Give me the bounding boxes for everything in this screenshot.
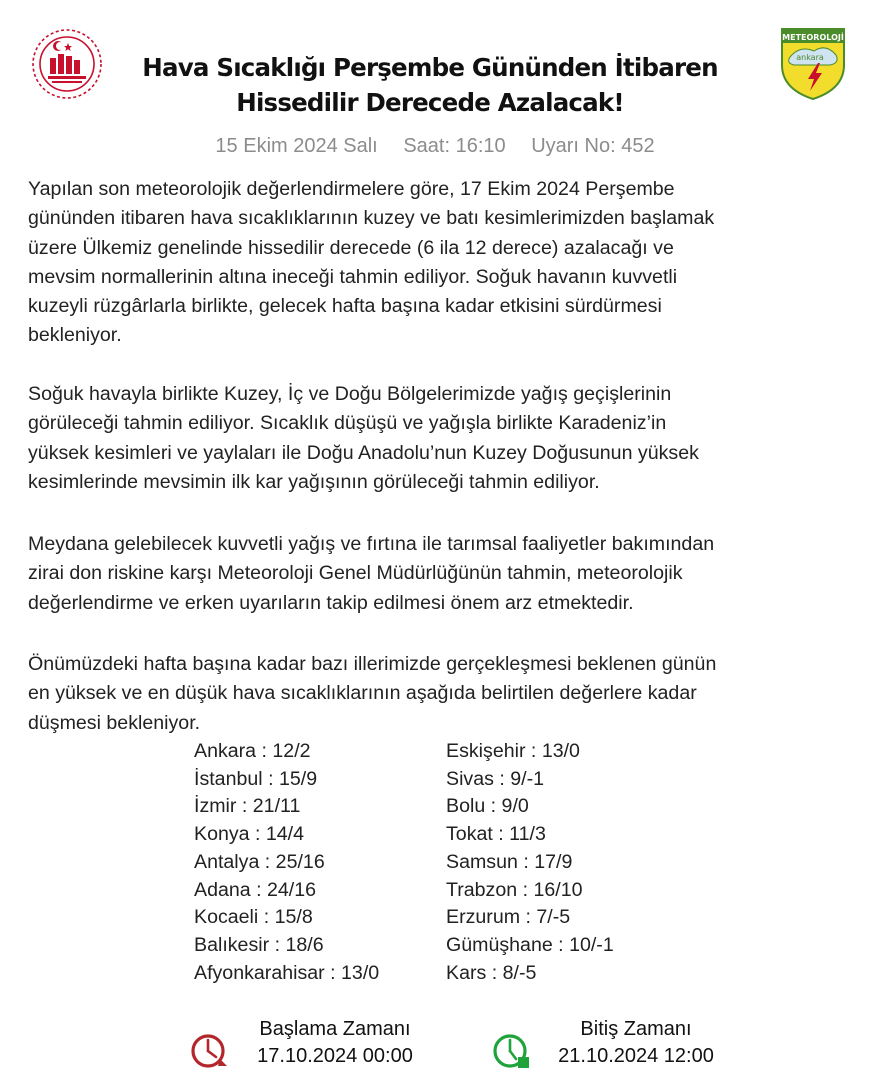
paragraph-1 bbox=[28, 175, 848, 351]
title-line-2: Hissedilir Derecede Azalacak! bbox=[236, 88, 624, 117]
paragraph-line: düşmesi bekleniyor. bbox=[28, 711, 201, 734]
city-temperature: Gümüşhane : 10/-1 bbox=[446, 933, 614, 956]
city-temperature: Bolu : 9/0 bbox=[446, 795, 529, 818]
city-temperature: Ankara : 12/2 bbox=[194, 740, 311, 762]
meteoroloji-shield-icon bbox=[780, 27, 846, 101]
warning-date: 15 Ekim 2024 Salı bbox=[215, 135, 378, 157]
city-temperature: Eskişehir : 13/0 bbox=[446, 740, 580, 762]
paragraph-line: üzere Ülkemiz genelinde hissedilir derecede (6 ila 12 derece) azalacağı ve bbox=[28, 236, 674, 259]
paragraph-line: en yüksek ve en düşük hava sıcaklıklarının aşağıda belirtilen değerlere kadar bbox=[28, 682, 697, 705]
end-time-block bbox=[548, 1016, 724, 1070]
paragraph-line: Önümüzdeki hafta başına kadar bazı illerimizde gerçekleşmesi beklenen günün bbox=[28, 653, 717, 675]
city-temperature: Balıkesir : 18/6 bbox=[194, 933, 324, 956]
city-temperature: Kocaeli : 15/8 bbox=[194, 906, 313, 929]
warning-number: Uyarı No: 452 bbox=[531, 135, 655, 157]
start-time-value: 17.10.2024 00:00 bbox=[257, 1045, 413, 1067]
city-temperature: Tokat : 11/3 bbox=[446, 823, 546, 846]
paragraph-line: zirai don riskine karşı Meteoroloji Genel Müdürlüğünün tahmin, meteorolojik bbox=[28, 562, 683, 585]
paragraph-line: kuzeyli rüzgârlarla birlikte, gelecek hafta başına kadar etkisini sürdürmesi bbox=[28, 295, 662, 318]
paragraph-line: yüksek kesimleri ve yaylaları ile Doğu Anadolu’nun Kuzey Doğusunun yüksek bbox=[28, 441, 699, 464]
warning-time: Saat: 16:10 bbox=[403, 135, 506, 157]
logo-text-mid: ankara bbox=[796, 53, 824, 62]
city-temperature: Erzurum : 7/-5 bbox=[446, 906, 571, 929]
city-temperature: İstanbul : 15/9 bbox=[194, 767, 318, 790]
warning-meta bbox=[0, 135, 870, 158]
paragraph-line: gününden itibaren hava sıcaklıklarının kuzey ve batı kesimlerimizden başlamak bbox=[28, 207, 715, 230]
city-temperature: Adana : 24/16 bbox=[194, 878, 317, 901]
city-temperature: Antalya : 25/16 bbox=[194, 850, 325, 873]
logo-text-top: METEOROLOJİ bbox=[782, 33, 844, 42]
end-time-label: Bitiş Zamanı bbox=[580, 1018, 692, 1040]
start-time-block bbox=[246, 1016, 424, 1070]
paragraph-line: Meydana gelebilecek kuvvetli yağış ve fırtına ile tarımsal faaliyetler bakımından bbox=[28, 533, 715, 555]
paragraph-2 bbox=[28, 380, 848, 497]
paragraph-line: değerlendirme ve erken uyarıların takip edilmesi önem arz etmektedir. bbox=[28, 591, 634, 614]
city-temperature: Afyonkarahisar : 13/0 bbox=[194, 961, 380, 984]
paragraph-line: mevsim normallerinin altına ineceği tahmin ediliyor. Soğuk havanın kuvvetli bbox=[28, 265, 678, 288]
clock-end-icon bbox=[492, 1031, 530, 1069]
clock-start-icon bbox=[190, 1031, 228, 1069]
city-temperature: Konya : 14/4 bbox=[194, 823, 305, 846]
title-line-1: Hava Sıcaklığı Perşembe Gününden İtibaren bbox=[142, 53, 718, 82]
paragraph-line: Soğuk havayla birlikte Kuzey, İç ve Doğu Bölgelerimizde yağış geçişlerinin bbox=[28, 383, 672, 405]
paragraph-4 bbox=[28, 650, 848, 738]
city-temperature: Kars : 8/-5 bbox=[446, 961, 537, 984]
city-temperature: Sivas : 9/-1 bbox=[446, 767, 545, 790]
city-temperature: Trabzon : 16/10 bbox=[446, 878, 583, 901]
end-time-value: 21.10.2024 12:00 bbox=[558, 1045, 714, 1067]
page-title bbox=[130, 50, 730, 120]
ministry-emblem-icon bbox=[28, 26, 106, 102]
paragraph-line: kesimlerinde mevsimin ilk kar yağışının görüleceği tahmin ediliyor. bbox=[28, 470, 600, 493]
city-temperature: İzmir : 21/11 bbox=[194, 795, 301, 818]
paragraph-line: görüleceği tahmin ediliyor. Sıcaklık düşüşü ve yağışla birlikte Karadeniz’in bbox=[28, 412, 667, 435]
start-time-label: Başlama Zamanı bbox=[259, 1018, 411, 1040]
paragraph-line: bekleniyor. bbox=[28, 324, 122, 347]
paragraph-3 bbox=[28, 530, 848, 618]
paragraph-line: Yapılan son meteorolojik değerlendirmelere göre, 17 Ekim 2024 Perşembe bbox=[28, 178, 675, 200]
city-temperature-list-left bbox=[194, 738, 379, 987]
city-temperature-list-right bbox=[446, 738, 614, 987]
city-temperature: Samsun : 17/9 bbox=[446, 850, 573, 873]
